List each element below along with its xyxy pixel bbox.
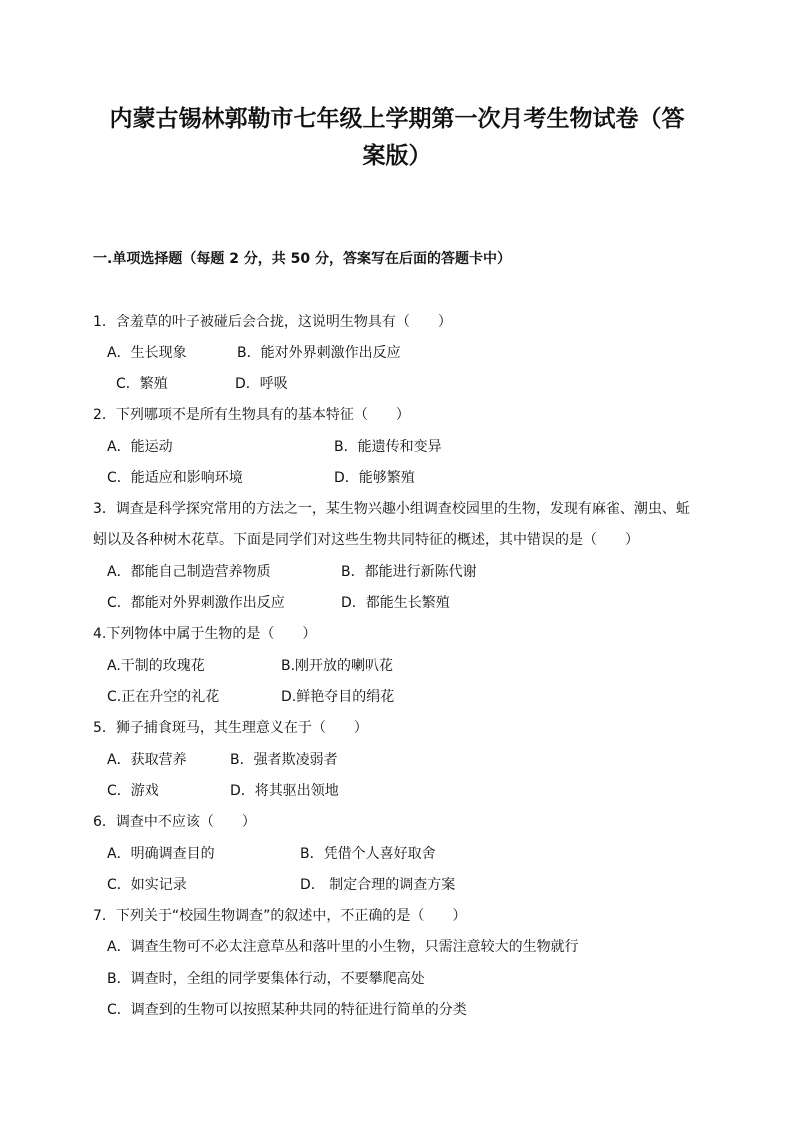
question-7-option-a: A．调查生物可不必太注意草丛和落叶里的小生物，只需注意较大的生物就行 — [107, 939, 579, 955]
question-2-stem: 2．下列哪项不是所有生物具有的基本特征（ ） — [93, 407, 410, 423]
question-3-option-d: D．都能生长繁殖 — [341, 595, 450, 611]
question-3-option-c: C．都能对外界刺激作出反应 — [107, 595, 285, 611]
section-heading: 一.单项选择题（每题 2 分，共 50 分，答案写在后面的答题卡中） — [93, 251, 512, 267]
question-6-option-b: B．凭借个人喜好取舍 — [300, 846, 436, 862]
question-7-option-b: B．调查时，全组的同学要集体行动，不要攀爬高处 — [107, 971, 425, 987]
question-3-option-b: B．都能进行新陈代谢 — [341, 564, 477, 580]
question-1-option-d: D．呼吸 — [235, 376, 288, 392]
question-2-option-d: D．能够繁殖 — [334, 470, 415, 486]
question-1-option-c: C．繁殖 — [116, 376, 168, 392]
question-6-stem: 6．调查中不应该（ ） — [93, 814, 256, 830]
question-5-option-a: A．获取营养 — [107, 752, 187, 768]
question-2-option-b: B．能遗传和变异 — [334, 439, 442, 455]
question-7-option-c: C．调查到的生物可以按照某种共同的特征进行简单的分类 — [107, 1002, 467, 1018]
question-7-stem: 7．下列关于“校园生物调查”的叙述中，不正确的是（ ） — [93, 908, 467, 924]
question-3-stem-line2: 蚓以及各种树木花草。下面是同学们对这些生物共同特征的概述，其中错误的是（ ） — [93, 532, 639, 548]
question-2-option-a: A．能运动 — [107, 439, 173, 455]
question-4-option-c: C.正在升空的礼花 — [107, 689, 220, 705]
question-6-option-c: C．如实记录 — [107, 877, 187, 893]
question-5-option-c: C．游戏 — [107, 783, 159, 799]
question-1-stem: 1．含羞草的叶子被碰后会合拢，这说明生物具有（ ） — [93, 314, 452, 330]
question-5-option-b: B．强者欺凌弱者 — [230, 752, 338, 768]
question-4-option-d: D.鲜艳夺目的绢花 — [281, 689, 395, 705]
question-1-option-b: B．能对外界刺激作出反应 — [237, 345, 401, 361]
question-4-stem: 4.下列物体中属于生物的是（ ） — [93, 626, 317, 642]
question-4-option-b: B.刚开放的喇叭花 — [281, 658, 394, 674]
exam-title-line1: 内蒙古锡林郭勒市七年级上学期第一次月考生物试卷（答 — [109, 105, 685, 132]
question-2-option-c: C．能适应和影响环境 — [107, 470, 243, 486]
question-6-option-a: A．明确调查目的 — [107, 846, 215, 862]
question-1-option-a: A．生长现象 — [107, 345, 187, 361]
question-4-option-a: A.干制的玫瑰花 — [107, 658, 205, 674]
question-5-option-d: D．将其驱出领地 — [230, 783, 339, 799]
question-3-stem-line1: 3．调查是科学探究常用的方法之一，某生物兴趣小组调查校园里的生物，发现有麻雀、潮虫、蚯 — [93, 501, 690, 517]
question-3-option-a: A．都能自己制造营养物质 — [107, 564, 271, 580]
question-6-option-d: D． 制定合理的调查方案 — [300, 877, 456, 893]
exam-title-line2: 案版） — [362, 142, 432, 169]
question-5-stem: 5．狮子捕食斑马，其生理意义在于（ ） — [93, 720, 368, 736]
